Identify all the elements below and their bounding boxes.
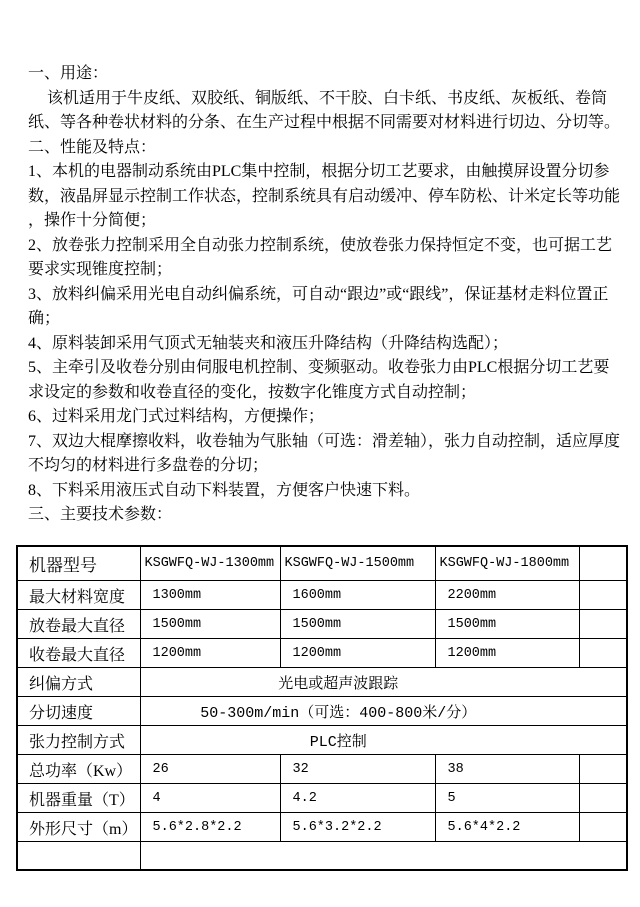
table-row-empty — [17, 842, 627, 870]
spec-value: 1500mm — [140, 610, 280, 639]
spec-value: 1500mm — [280, 610, 435, 639]
spec-value: 1600mm — [280, 581, 435, 610]
feature-item-7: 7、双边大棍摩擦收料，收卷轴为气胀轴（可选：滑差轴），张力自动控制，适应厚度不均匀的材料进行多盘卷的分切； — [28, 432, 621, 474]
specs-table — [16, 545, 628, 871]
spec-value: 38 — [435, 755, 579, 784]
spec-value: 5.6*2.8*2.2 — [140, 813, 280, 842]
spec-value: 1300mm — [140, 581, 280, 610]
spec-value: 1200mm — [280, 639, 435, 668]
purpose-paragraph: 该机适用于牛皮纸、双胶纸、铜版纸、不干胶、白卡纸、书皮纸、灰板纸、卷筒纸、等各种卷状材料的分条、在生产过程中根据不同需要对材料进行切边、分切等。 — [28, 89, 621, 131]
table-header-row — [17, 546, 627, 581]
empty-cell — [579, 813, 627, 842]
table-row-machine-weight — [17, 784, 627, 813]
spec-value: 26 — [140, 755, 280, 784]
spec-label: 外形尺寸（m） — [17, 813, 140, 842]
header-model-1: KSGWFQ-WJ-1300mm — [140, 546, 280, 581]
empty-cell — [579, 784, 627, 813]
table-row-rewind-diameter — [17, 639, 627, 668]
table-row-unwind-diameter — [17, 610, 627, 639]
spec-value: 32 — [280, 755, 435, 784]
header-model-3: KSGWFQ-WJ-1800mm — [435, 546, 579, 581]
feature-item-1: 1、本机的电器制动系统由PLC集中控制，根据分切工艺要求，由触摸屏设置分切参数，液晶屏显示控制工作状态，控制系统具有启动缓冲、停车防松、计米定长等功能，操作十分简便； — [28, 163, 621, 229]
spec-value: 5.6*4*2.2 — [435, 813, 579, 842]
spec-label: 放卷最大直径 — [17, 610, 140, 639]
spec-value: 5 — [435, 784, 579, 813]
spec-value-merged — [140, 842, 627, 870]
spec-value-merged: 光电或超声波跟踪 — [140, 668, 627, 697]
spec-label: 张力控制方式 — [17, 726, 140, 755]
empty-cell — [579, 639, 627, 668]
section-heading-specs: 三、主要技术参数： — [28, 506, 173, 523]
header-model-2: KSGWFQ-WJ-1500mm — [280, 546, 435, 581]
spec-value: 4.2 — [280, 784, 435, 813]
spec-label: 收卷最大直径 — [17, 639, 140, 668]
feature-item-2: 2、放卷张力控制采用全自动张力控制系统，使放卷张力保持恒定不变，也可据工艺要求实现锥度控制； — [28, 236, 613, 278]
spec-label: 最大材料宽度 — [17, 581, 140, 610]
feature-item-6: 6、过料采用龙门式过料结构，方便操作； — [28, 408, 325, 425]
spec-value: 1200mm — [435, 639, 579, 668]
spec-label: 机器重量（T） — [17, 784, 140, 813]
empty-cell — [579, 755, 627, 784]
spec-value-merged: 50-300m/min（可选：400-800米/分） — [140, 697, 627, 726]
header-model-label: 机器型号 — [17, 546, 140, 581]
feature-item-5: 5、主牵引及收卷分别由伺服电机控制、变频驱动。收卷张力由PLC根据分切工艺要求设定的参数和收卷直径的变化，按数字化锥度方式自动控制； — [28, 359, 610, 401]
spec-value: 1500mm — [435, 610, 579, 639]
feature-item-3: 3、放料纠偏采用光电自动纠偏系统，可自动“跟边”或“跟线”，保证基材走料位置正确； — [28, 285, 609, 327]
spec-value: 2200mm — [435, 581, 579, 610]
table-row-dimensions — [17, 813, 627, 842]
table-row-total-power — [17, 755, 627, 784]
spec-value: 1200mm — [140, 639, 280, 668]
table-row-correction-mode — [17, 668, 627, 697]
table-row-max-width — [17, 581, 627, 610]
spec-label — [17, 842, 140, 870]
spec-label: 分切速度 — [17, 697, 140, 726]
section-heading-features: 二、性能及特点： — [28, 138, 157, 156]
empty-cell — [579, 581, 627, 610]
section-heading-purpose: 一、用途： — [28, 65, 109, 82]
spec-value: 5.6*3.2*2.2 — [280, 813, 435, 842]
spec-value: 4 — [140, 784, 280, 813]
feature-item-8: 8、下料采用液压式自动下料装置，方便客户快速下料。 — [28, 481, 421, 499]
spec-value-merged: PLC控制 — [140, 726, 627, 755]
table-row-tension-control — [17, 726, 627, 755]
feature-item-4: 4、原料装卸采用气顶式无轴装夹和液压升降结构（升降结构选配）； — [28, 334, 509, 352]
empty-cell — [579, 610, 627, 639]
table-row-slitting-speed — [17, 697, 627, 726]
empty-cell — [579, 546, 627, 581]
spec-label: 纠偏方式 — [17, 668, 140, 697]
spec-label: 总功率（Kw） — [17, 755, 140, 784]
